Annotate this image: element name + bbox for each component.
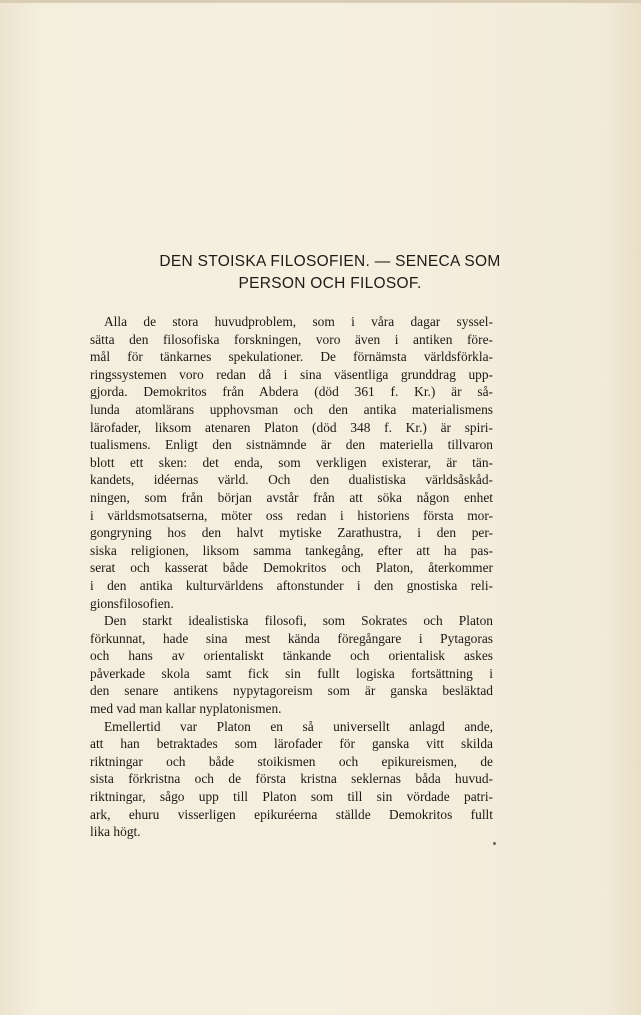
text-line: sista förkristna och de första kristna seklernas båda huvud- bbox=[90, 771, 493, 787]
text-line: ark, ehuru visserligen epikuréerna ställde Demokritos fullt bbox=[90, 806, 493, 822]
chapter-title-line: PERSON OCH FILOSOF. bbox=[238, 275, 422, 292]
text-line: att han betraktades som lärofader för ganska vitt skilda bbox=[90, 736, 493, 752]
text-line: lärofader, liksom atenaren Platon (död 348 f. Kr.) är spiri- bbox=[90, 419, 493, 435]
text-line: förkunnat, hade sina mest kända föregångare i Pytagoras bbox=[90, 630, 493, 646]
text-line: i världsmotsatserna, möter oss redan i historiens första mor- bbox=[90, 507, 493, 523]
text-line: kandets, idéernas värld. Och den dualistiska världsåskåd- bbox=[90, 472, 493, 488]
text-line: med vad man kallar nyplatonismen. bbox=[90, 701, 282, 717]
paragraph-2 bbox=[90, 612, 493, 718]
chapter-title bbox=[60, 251, 600, 295]
body-text bbox=[90, 313, 493, 841]
paragraph-1 bbox=[90, 313, 493, 612]
text-line: gionsfilosofien. bbox=[90, 595, 174, 611]
text-line: Emellertid var Platon en så universellt anlagd ande, bbox=[104, 718, 493, 734]
text-line: ningen, som från början avstår från att söka någon enhet bbox=[90, 489, 493, 505]
text-line: lunda atomlärans upphovsman och den antika materialismens bbox=[90, 401, 493, 417]
text-line: siska religionen, liksom samma tankegång, efter att ha pas- bbox=[90, 542, 493, 558]
text-line: sätta den filosofiska forskningen, voro även i antiken före- bbox=[90, 331, 493, 347]
paragraph-3 bbox=[90, 718, 493, 841]
text-line: ringssystemen voro redan då i sina väsentliga grunddrag upp- bbox=[90, 366, 493, 382]
text-line: och hans av orientaliskt tänkande och orientalisk askes bbox=[90, 648, 493, 664]
text-line: gjorda. Demokritos från Abdera (död 361 f. Kr.) är så- bbox=[90, 384, 493, 400]
text-line: den senare antikens nypytagoreism som är ganska besläktad bbox=[90, 683, 493, 699]
text-line: serat och kasserat både Demokritos och Platon, återkommer bbox=[90, 560, 493, 576]
text-line: i den antika kulturvärldens aftonstunder i den gnostiska reli- bbox=[90, 577, 493, 593]
text-line: lika högt. bbox=[90, 824, 141, 840]
chapter-title-line: DEN STOISKA FILOSOFIEN. — SENECA SOM bbox=[159, 253, 501, 270]
text-line: tualismens. Enligt den sistnämnde är den materiella tillvaron bbox=[90, 437, 493, 453]
text-line: Alla de stora huvudproblem, som i våra dagar syssel- bbox=[104, 314, 493, 329]
text-line: mål för tänkarnes spekulationer. De förnämsta världsförkla- bbox=[90, 349, 493, 365]
text-line: riktningar och både stoikismen och epikureismen, de bbox=[90, 753, 493, 769]
text-line: påverkade skola samt fick sin fullt logiska fortsättning i bbox=[90, 665, 493, 681]
text-line: Den starkt idealistiska filosofi, som Sokrates och Platon bbox=[104, 613, 493, 629]
text-line: gongryning hos den halvt mytiske Zarathustra, i den per- bbox=[90, 525, 493, 541]
text-line: riktningar, sågo upp till Platon som till sin vördade patri- bbox=[90, 789, 493, 805]
text-line: blott ett sken: det enda, som verkligen existerar, är tän- bbox=[90, 454, 493, 470]
paper-speck bbox=[493, 842, 496, 845]
